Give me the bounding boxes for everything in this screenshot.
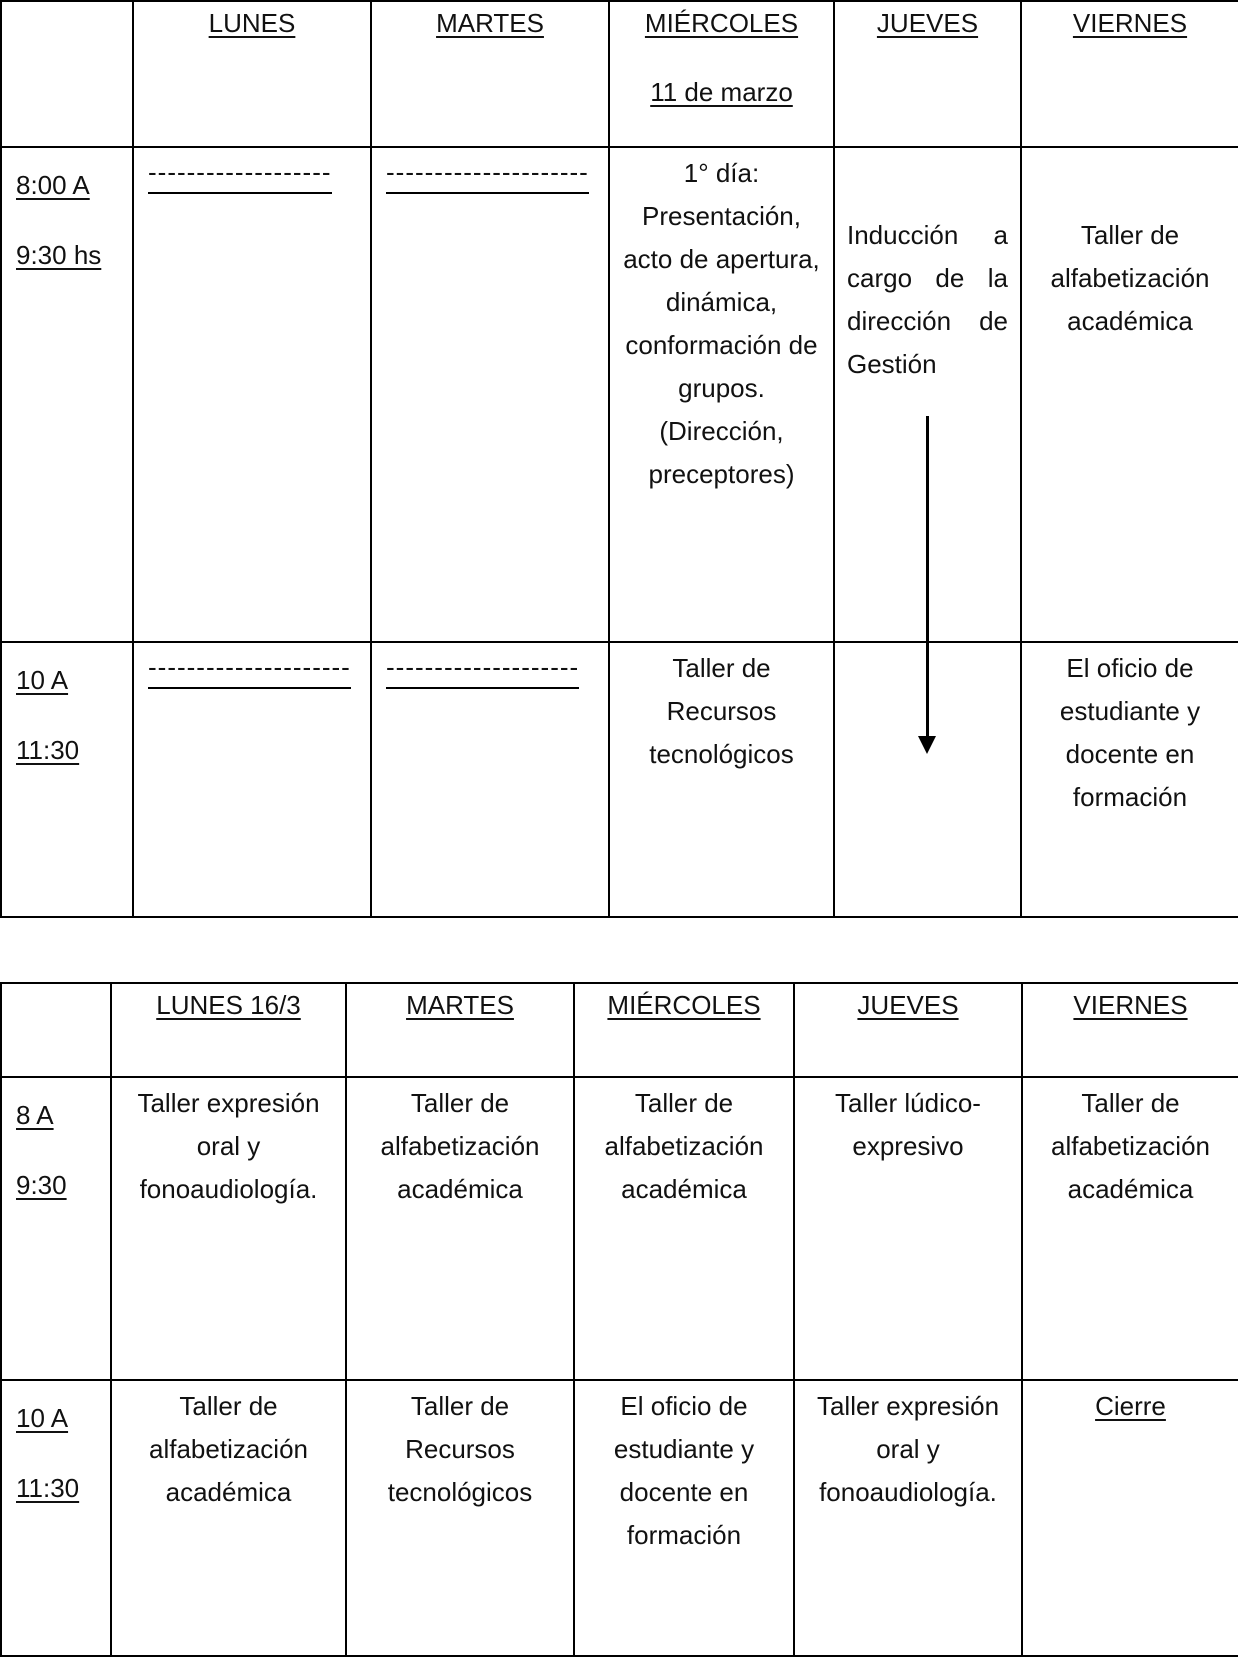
cell-martes: Taller de alfabetización académica: [346, 1077, 574, 1380]
cell-jueves: Taller lúdico-expresivo: [794, 1077, 1022, 1380]
header-viernes: VIERNES: [1021, 1, 1238, 147]
time-cell: 8:00 A 9:30 hs: [1, 147, 133, 642]
cell-miercoles: El oficio de estudiante y docente en formación: [574, 1380, 794, 1656]
header-miercoles: MIÉRCOLES 11 de marzo: [609, 1, 834, 147]
cell-viernes: Taller de alfabetización académica: [1021, 147, 1238, 642]
time-cell: 8 A 9:30: [1, 1077, 111, 1380]
cell-lunes: -------------------: [133, 147, 371, 642]
header-jueves: JUEVES: [794, 983, 1022, 1077]
table-row: [1, 642, 1238, 917]
header-martes: MARTES: [371, 1, 609, 147]
cell-lunes: Taller expresión oral y fonoaudiología.: [111, 1077, 346, 1380]
header-jueves: JUEVES: [834, 1, 1021, 147]
time-cell: 10 A 11:30: [1, 642, 133, 917]
continuation-arrow-line: [926, 416, 929, 740]
cell-miercoles: Taller de alfabetización académica: [574, 1077, 794, 1380]
cell-martes: ---------------------: [371, 147, 609, 642]
miercoles-date: 11 de marzo: [650, 77, 793, 107]
cell-viernes: El oficio de estudiante y docente en formación: [1021, 642, 1238, 917]
cell-viernes: Taller de alfabetización académica: [1022, 1077, 1238, 1380]
cell-jueves: Taller expresión oral y fonoaudiología.: [794, 1380, 1022, 1656]
cell-lunes: Taller de alfabetización académica: [111, 1380, 346, 1656]
cell-lunes: ---------------------: [133, 642, 371, 917]
cell-martes: Taller de Recursos tecnológicos: [346, 1380, 574, 1656]
header-lunes: LUNES 16/3: [111, 983, 346, 1077]
cell-viernes: Cierre: [1022, 1380, 1238, 1656]
header-martes: MARTES: [346, 983, 574, 1077]
table-header-row: [1, 983, 1238, 1077]
corner-cell: [1, 983, 111, 1077]
table-row: [1, 147, 1238, 642]
cell-martes: --------------------: [371, 642, 609, 917]
table-row: [1, 1380, 1238, 1656]
header-lunes: LUNES: [133, 1, 371, 147]
arrow-down-icon: [918, 736, 936, 754]
cell-miercoles: 1° día: Presentación, acto de apertura, dinámica, conformación de grupos. (Dirección, preceptores): [609, 147, 834, 642]
header-viernes: VIERNES: [1022, 983, 1238, 1077]
header-miercoles: MIÉRCOLES: [574, 983, 794, 1077]
cell-jueves: Inducción a cargo de la dirección de Gestión: [834, 147, 1021, 642]
table-header-row: [1, 1, 1238, 147]
schedule-table-week-2: [0, 982, 1238, 1657]
table-row: [1, 1077, 1238, 1380]
corner-cell: [1, 1, 133, 147]
time-cell: 10 A 11:30: [1, 1380, 111, 1656]
cell-miercoles: Taller de Recursos tecnológicos: [609, 642, 834, 917]
